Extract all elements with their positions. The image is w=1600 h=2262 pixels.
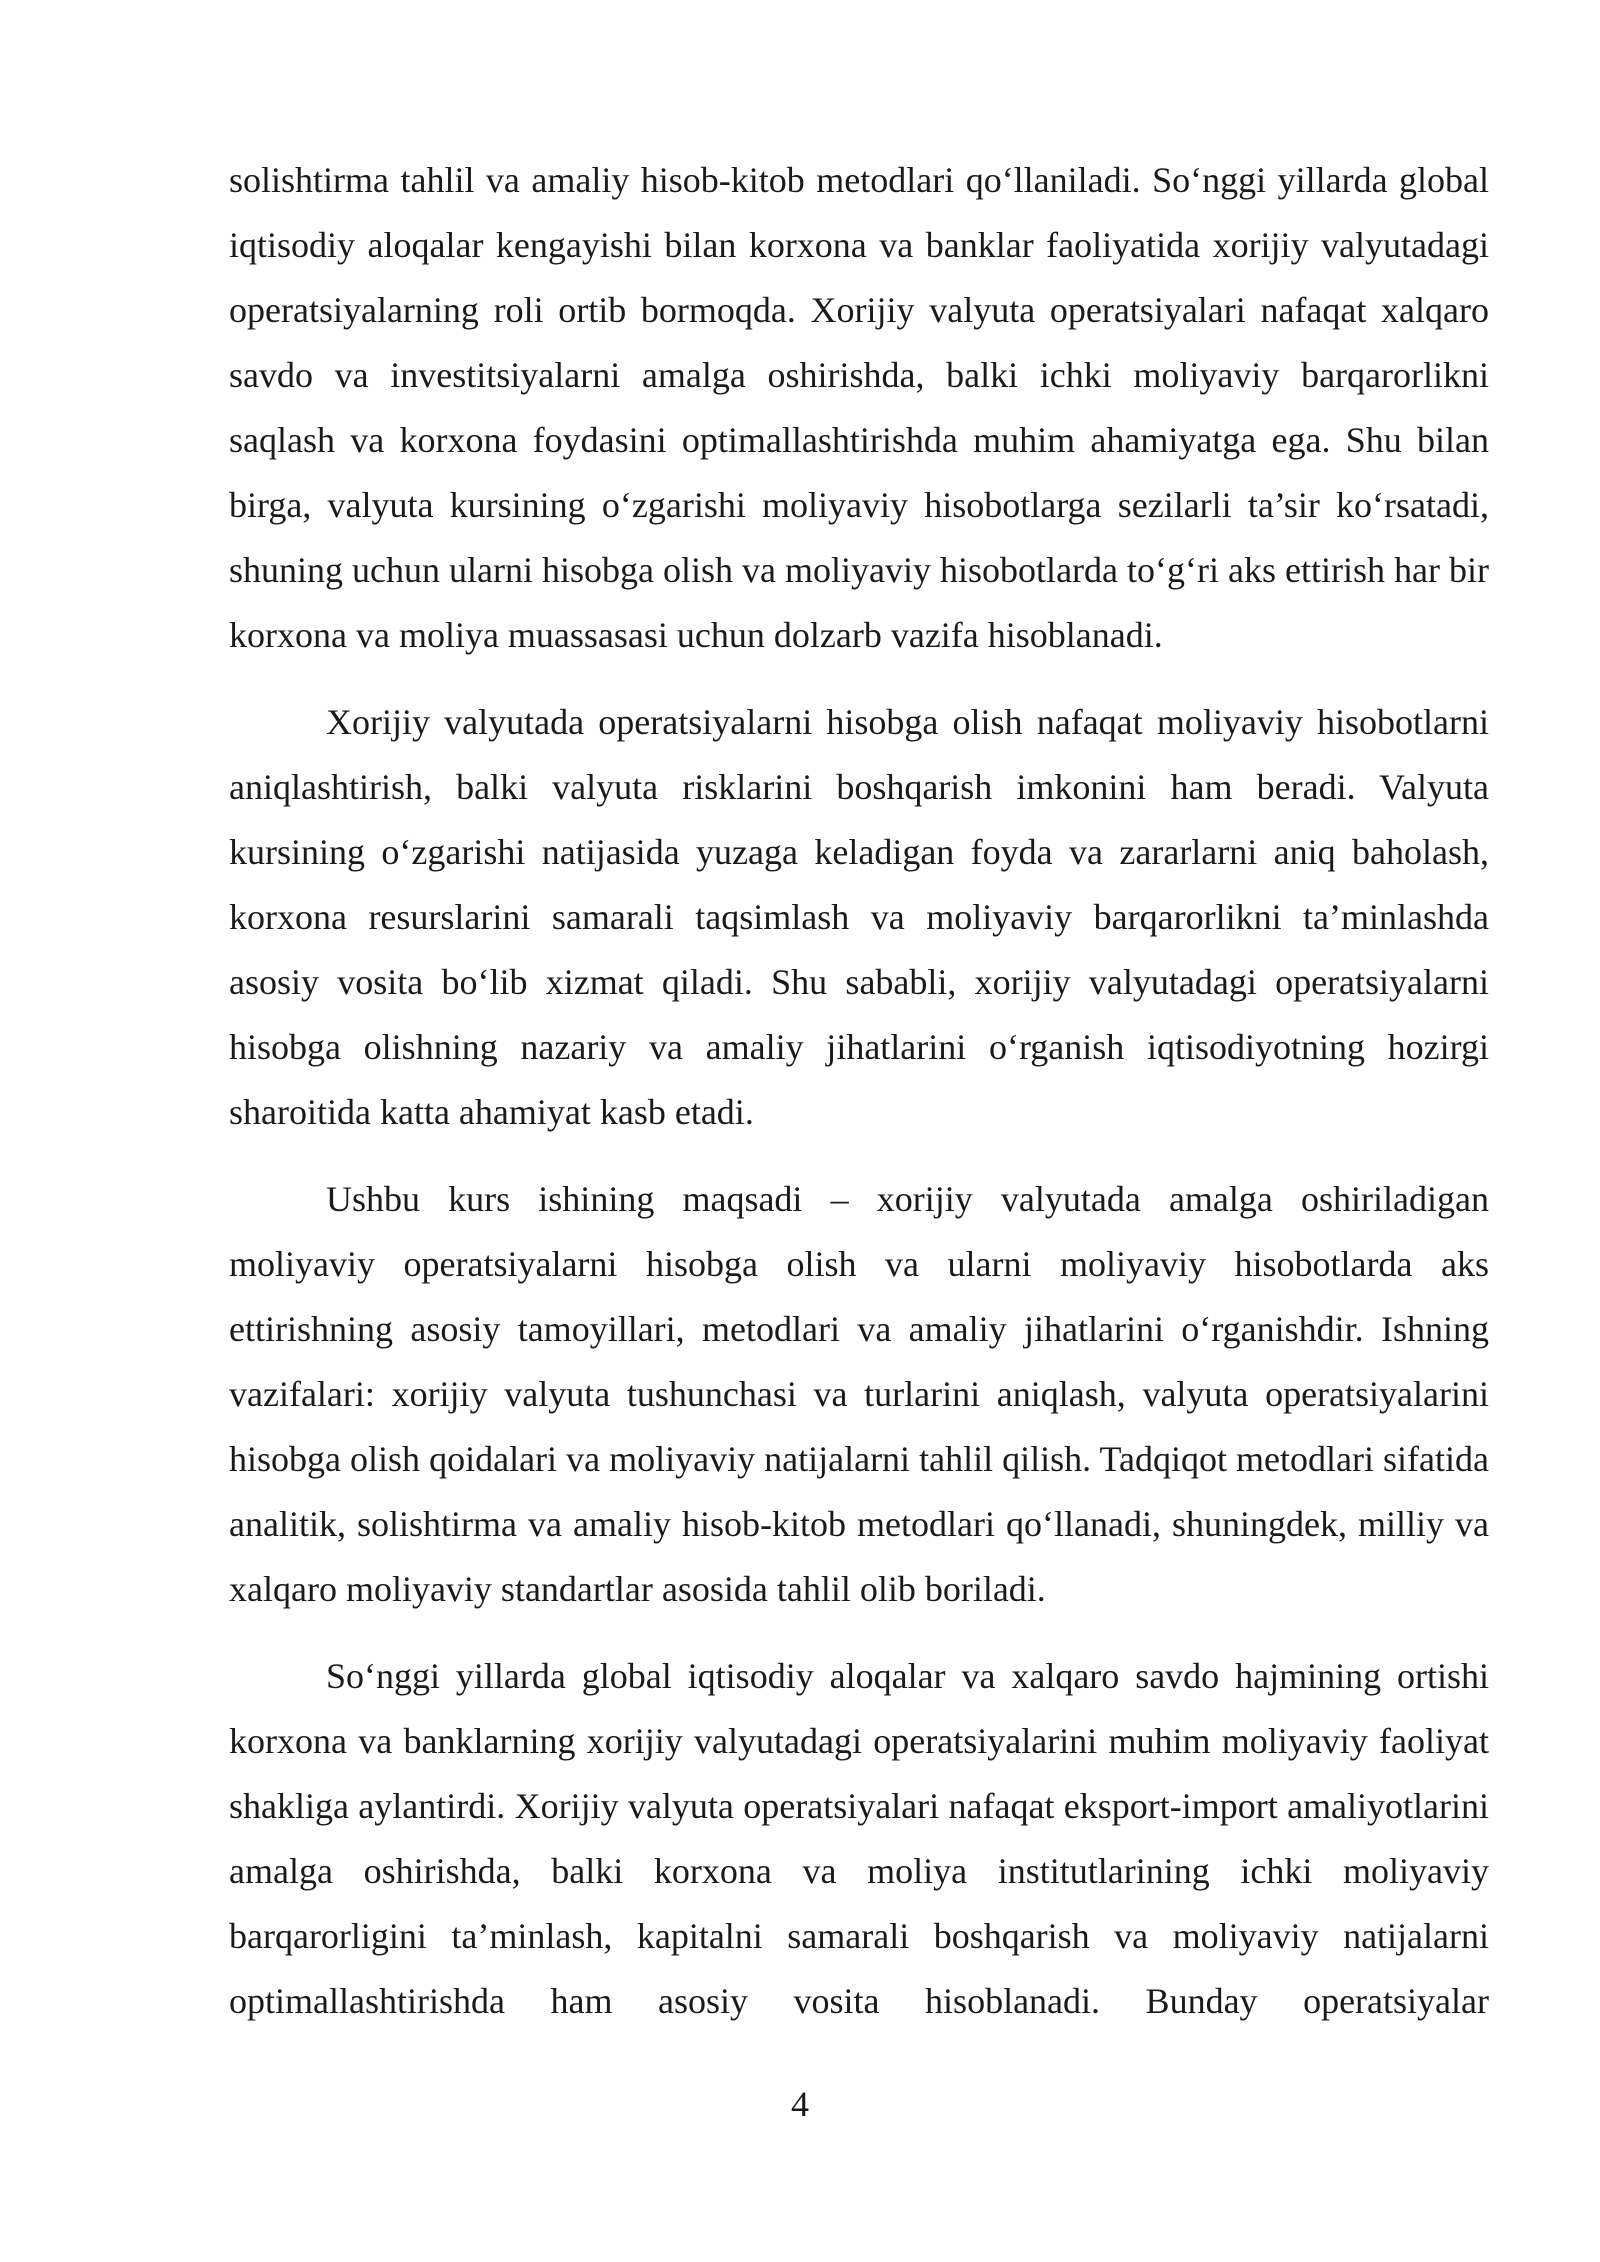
body-text xyxy=(229,148,1489,2034)
paragraph-4: So‘nggi yillarda global iqtisodiy aloqalar va xalqaro savdo hajmining ortishi korxona va banklarning xorijiy valyutadagi operatsiyalarini muhim moliyaviy faoliyat shakliga aylantirdi. Xorijiy valyuta operatsiyalari nafaqat eksport-import amaliyotlarini amalga oshirishda, balki korxona va moliya institutlarining ichki moliyaviy barqarorligini ta’minlash, kapitalni samarali boshqarish va moliyaviy natijalarni optimallashtirishda ham asosiy vosita hisoblanadi. Bunday operatsiyalar xyxy=(229,1656,1489,2021)
page-number: 4 xyxy=(791,2084,809,2124)
paragraph-3: Ushbu kurs ishining maqsadi – xorijiy valyutada amalga oshiriladigan moliyaviy operatsiyalarni hisobga olish va ularni moliyaviy hisobotlarda aks ettirishning asosiy tamoyillari, metodlari va amaliy jihatlarini o‘rganishdir. Ishning vazifalari: xorijiy valyuta tushunchasi va turlarini aniqlash, valyuta operatsiyalarini hisobga olish qoidalari va moliyaviy natijalarni tahlil qilish. Tadqiqot metodlari sifatida analitik, solishtirma va amaliy hisob-kitob metodlari qo‘llanadi, shuningdek, milliy va xalqaro moliyaviy standartlar asosida tahlil olib boriladi. xyxy=(229,1179,1489,1609)
paragraph-1: solishtirma tahlil va amaliy hisob-kitob metodlari qo‘llaniladi. So‘nggi yillarda global iqtisodiy aloqalar kengayishi bilan korxona va banklar faoliyatida xorijiy valyutadagi operatsiyalarning roli ortib bormoqda. Xorijiy valyuta operatsiyalari nafaqat xalqaro savdo va investitsiyalarni amalga oshirishda, balki ichki moliyaviy barqarorlikni saqlash va korxona foydasini optimallashtirishda muhim ahamiyatga ega. Shu bilan birga, valyuta kursining o‘zgarishi moliyaviy hisobotlarga sezilarli ta’sir ko‘rsatadi, shuning uchun ularni hisobga olish va moliyaviy hisobotlarda to‘g‘ri aks ettirish har bir korxona va moliya muassasasi uchun dolzarb vazifa hisoblanadi. xyxy=(229,160,1489,655)
paragraph-2: Xorijiy valyutada operatsiyalarni hisobga olish nafaqat moliyaviy hisobotlarni aniqlashtirish, balki valyuta risklarini boshqarish imkonini ham beradi. Valyuta kursining o‘zgarishi natijasida yuzaga keladigan foyda va zararlarni aniq baholash, korxona resurslarini samarali taqsimlash va moliyaviy barqarorlikni ta’minlashda asosiy vosita bo‘lib xizmat qiladi. Shu sababli, xorijiy valyutadagi operatsiyalarni hisobga olishning nazariy va amaliy jihatlarini o‘rganish iqtisodiyotning hozirgi sharoitida katta ahamiyat kasb etadi. xyxy=(229,702,1489,1132)
